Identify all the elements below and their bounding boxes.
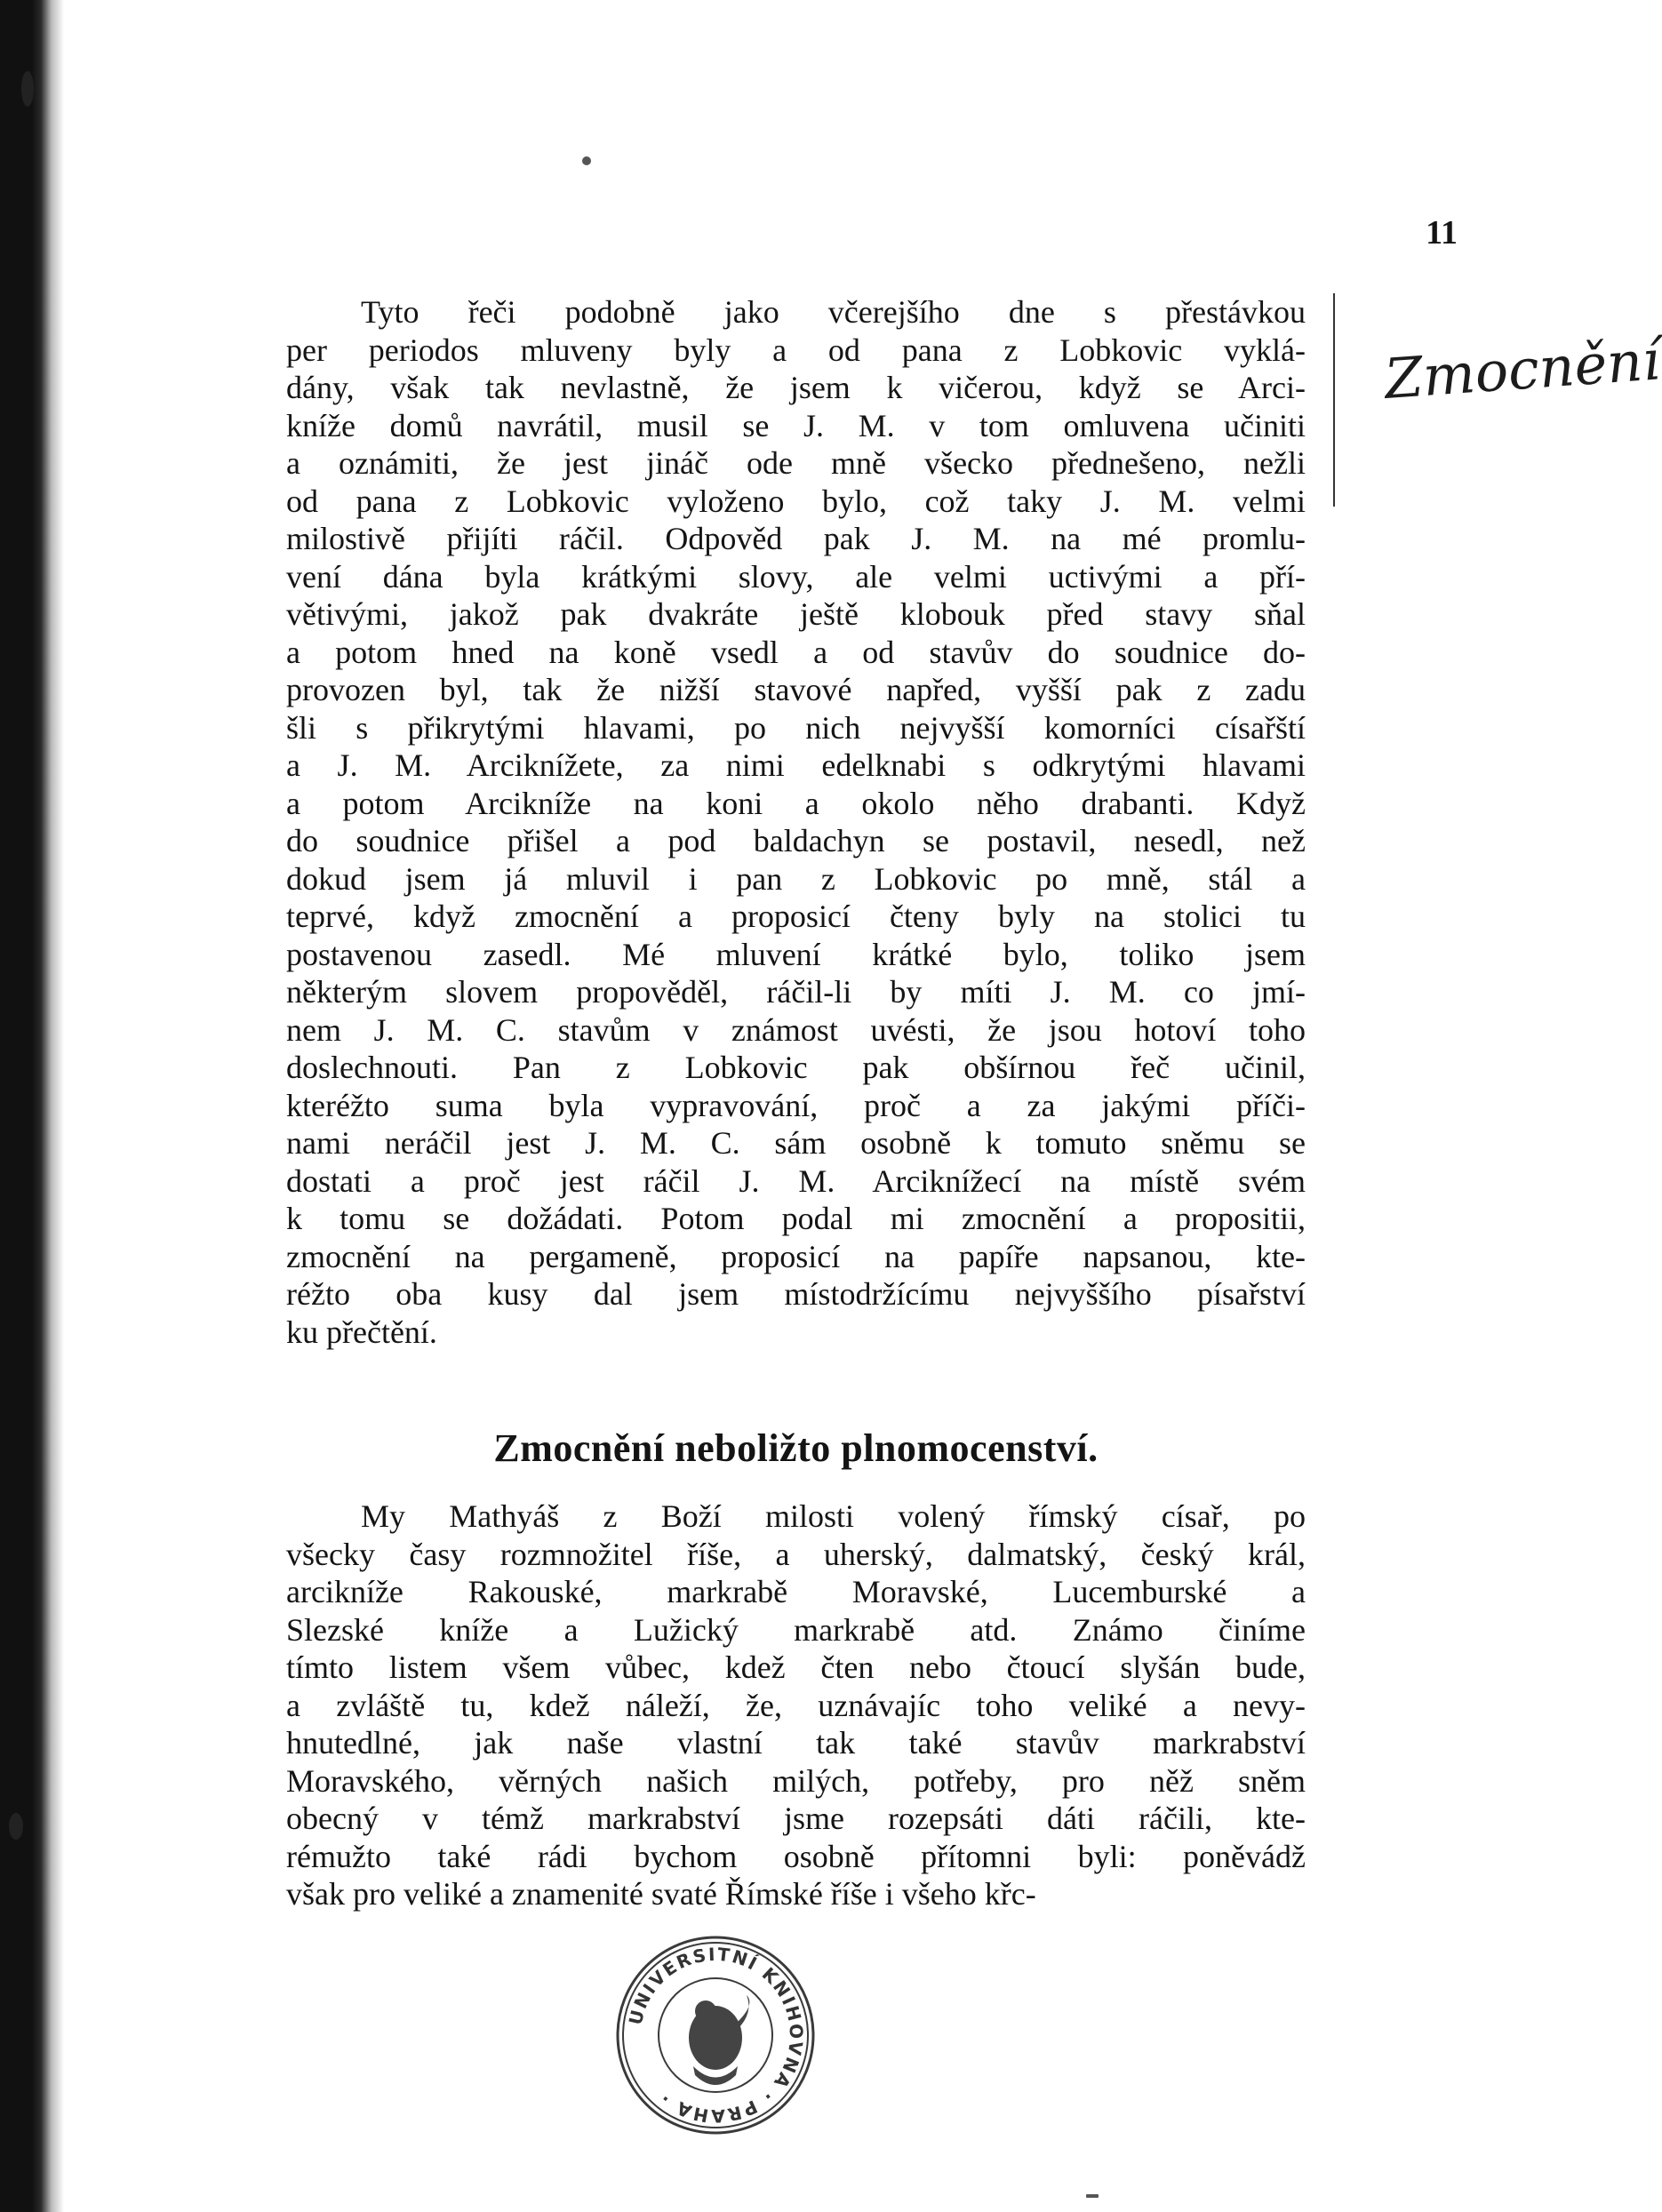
text-line: od pana z Lobkovic vyloženo bylo, což taky J. M. velmi bbox=[286, 483, 1306, 519]
text-line: a zvláště tu, kdež náleží, že, uznávajíc toho veliké a nevy- bbox=[286, 1687, 1306, 1723]
text-line: k tomu se dožádati. Potom podal mi zmocnění a propositii, bbox=[286, 1201, 1306, 1236]
text-line: dostati a proč jest ráčil J. M. Arciknížecí na místě svém bbox=[286, 1162, 1306, 1199]
text-line: Slezské kníže a Lužický markrabě atd. Známo činíme bbox=[286, 1611, 1306, 1648]
scan-speck bbox=[1086, 2194, 1099, 2198]
paragraph-1 bbox=[286, 293, 1306, 1351]
text-line: větivými, jakož pak dvakráte ještě klobouk před stavy sňal bbox=[286, 596, 1306, 632]
text-line: tímto listem všem vůbec, kdež čten nebo čtoucí slyšán bude, bbox=[286, 1649, 1306, 1685]
text-line: do soudnice přišel a pod baldachyn se postavil, nesedl, než bbox=[286, 823, 1306, 858]
text-line: obecný v témž markrabství jsme rozepsáti dáti ráčili, kte- bbox=[286, 1801, 1306, 1836]
text-line: a potom hned na koně vsedl a od stavův do soudnice do- bbox=[286, 634, 1306, 670]
stamp-graphic bbox=[613, 1933, 818, 2137]
text-line: zmocnění na pergameně, proposicí na papíře napsanou, kte- bbox=[286, 1238, 1306, 1274]
margin-note bbox=[1376, 327, 1662, 435]
scan-speck bbox=[582, 156, 591, 165]
text-line: nem J. M. C. stavům v známost uvésti, že jsou hotoví toho bbox=[286, 1011, 1306, 1048]
text-line: hnutedlné, jak naše vlastní tak také stavův markrabství bbox=[286, 1725, 1306, 1761]
text-line: vení dána byla krátkými slovy, ale velmi uctivými a pří- bbox=[286, 558, 1306, 595]
text-line: provozen byl, tak že nižší stavové napřed, vyšší pak z zadu bbox=[286, 672, 1306, 707]
text-line: všecky časy rozmnožitel říše, a uherský, dalmatský, český král, bbox=[286, 1536, 1306, 1572]
section-heading: Zmocnění neboližto plnomocenství. bbox=[493, 1426, 1099, 1470]
margin-note-text: Zmocnění bbox=[1382, 327, 1662, 411]
text-line: dokud jsem já mluvil i pan z Lobkovic po mně, stál a bbox=[286, 860, 1306, 897]
text-line: My Mathyáš z Boží milosti volený římský císař, po bbox=[361, 1498, 1306, 1534]
library-stamp bbox=[613, 1933, 818, 2137]
text-line: rémužto také rádi bychom osobně přítomni byli: poněvádž bbox=[286, 1838, 1306, 1874]
scan-speck bbox=[9, 1813, 23, 1840]
text-line: Moravského, věrných našich milých, potřeby, pro něž sněm bbox=[286, 1762, 1306, 1799]
text-line: kníže domů navrátil, musil se J. M. v tom omluvena učiniti bbox=[286, 407, 1306, 443]
text-line: arcikníže Rakouské, markrabě Moravské, Lucemburské a bbox=[286, 1574, 1306, 1609]
text-line: nami neráčil jest J. M. C. sám osobně k tomuto sněmu se bbox=[286, 1125, 1306, 1161]
text-line: postavenou zasedl. Mé mluvení krátké bylo, toliko jsem bbox=[286, 936, 1306, 972]
margin-rule bbox=[1333, 293, 1335, 507]
text-line: a J. M. Arciknížete, za nimi edelknabi s odkrytými hlavami bbox=[286, 747, 1306, 783]
text-line: kteréžto suma byla vypravování, proč a za jakými příči- bbox=[286, 1087, 1306, 1123]
text-line: milostivě přijíti ráčil. Odpověd pak J. M. na mé promlu- bbox=[286, 521, 1306, 556]
paragraph-2 bbox=[286, 1497, 1306, 1913]
text-line: réžto oba kusy dal jsem místodržícímu nejvyššího písařství bbox=[286, 1276, 1306, 1312]
text-line: však pro veliké a znamenité svaté Římské říše i všeho křc- bbox=[286, 1876, 1036, 1912]
text-line: některým slovem propověděl, ráčil-li by míti J. M. co jmí- bbox=[286, 974, 1306, 1010]
text-line: Tyto řeči podobně jako včerejšího dne s přestávkou bbox=[361, 294, 1306, 330]
text-line: teprvé, když zmocnění a proposicí čteny byly na stolici tu bbox=[286, 898, 1306, 934]
text-line: doslechnouti. Pan z Lobkovic pak obšírnou řeč učinil, bbox=[286, 1050, 1306, 1085]
text-line: a oznámiti, že jest jináč ode mně všecko přednešeno, nežli bbox=[286, 445, 1306, 481]
stamp-ring-text: UNIVERSITNÍ KNIHOVNA · PRAHA · bbox=[624, 1943, 808, 2128]
text-line: per periodos mluveny byly a od pana z Lobkovic vyklá- bbox=[286, 331, 1306, 368]
text-line: ku přečtění. bbox=[286, 1314, 437, 1350]
text-line: a potom Arcikníže na koni a okolo něho drabanti. Když bbox=[286, 785, 1306, 821]
lion-emblem bbox=[689, 1995, 749, 2085]
text-line: dány, však tak nevlastně, že jsem k vičerou, když se Arci- bbox=[286, 370, 1306, 405]
page-number: 11 bbox=[1426, 214, 1458, 252]
text-line: šli s přikrytými hlavami, po nich nejvyšší komorníci císařští bbox=[286, 709, 1306, 746]
scan-speck bbox=[21, 71, 34, 107]
scan-edge bbox=[0, 0, 64, 2212]
